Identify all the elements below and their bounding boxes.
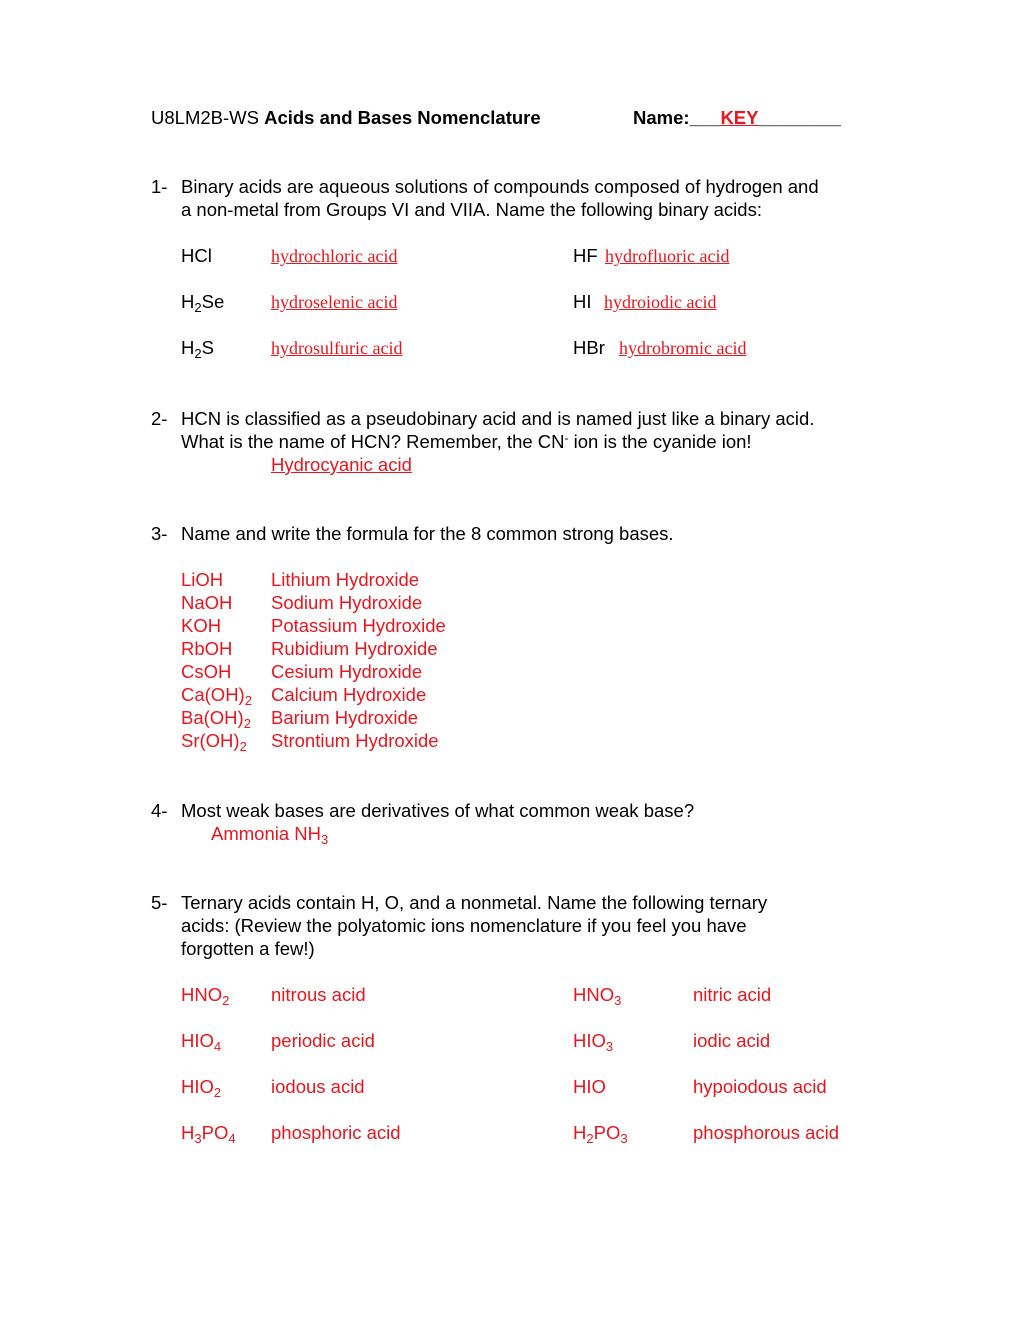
- acid-formula: $H_3PO_4$: [181, 1122, 236, 1146]
- acid-formula: $HIO_4$: [181, 1030, 222, 1054]
- acid-name: iodous acid: [271, 1076, 365, 1097]
- base-name: Calcium Hydroxide: [271, 684, 427, 705]
- q1-answer-hi: hydroiodic acid: [604, 292, 717, 312]
- question-2-line-2: What is the name of HCN? Remember, the CN- ion is the cyanide ion!: [181, 431, 752, 452]
- question-1-line-1: Binary acids are aqueous solutions of compounds composed of hydrogen and: [181, 176, 819, 197]
- acid-name: iodic acid: [693, 1030, 771, 1051]
- q1-formula-hf: HF: [573, 245, 598, 266]
- acid-name: phosphoric acid: [271, 1122, 401, 1143]
- base-formula: $Sr(OH)_2$: [181, 730, 247, 754]
- acid-name: nitrous acid: [271, 984, 366, 1005]
- base-formula: LiOH: [181, 569, 224, 590]
- q1-formula-hi: HI: [573, 291, 592, 312]
- base-formula: $Ba(OH)_2$: [181, 707, 251, 731]
- question-1-number: 1-: [151, 176, 168, 197]
- worksheet-header: [151, 106, 541, 129]
- question-5-line-1: Ternary acids contain H, O, and a nonmetal. Name the following ternary: [181, 892, 768, 913]
- acid-name: phosphorous acid: [693, 1122, 840, 1143]
- base-formula: RbOH: [181, 638, 233, 659]
- q1-formula-hbr: HBr: [573, 337, 605, 358]
- question-4-text: Most weak bases are derivatives of what common weak base?: [181, 800, 695, 821]
- base-name: Rubidium Hydroxide: [271, 638, 438, 659]
- acid-formula: $HNO_3$: [573, 984, 622, 1008]
- q1-answer-hcl: hydrochloric acid: [271, 246, 398, 266]
- name-blank-after: ________: [758, 107, 841, 128]
- q1-formula-h2se: $H_2Se$: [181, 291, 225, 315]
- acid-name: periodic acid: [271, 1030, 375, 1051]
- question-4-answer: Ammonia $NH_3$: [211, 823, 329, 847]
- base-name: Strontium Hydroxide: [271, 730, 439, 751]
- question-2-answer: Hydrocyanic acid: [271, 454, 412, 475]
- base-name: Cesium Hydroxide: [271, 661, 423, 682]
- acid-formula: $HIO_3$: [573, 1030, 614, 1054]
- question-2-line-1: HCN is classified as a pseudobinary acid and is named just like a binary acid.: [181, 408, 815, 429]
- base-name: Sodium Hydroxide: [271, 592, 423, 613]
- base-formula: $Ca(OH)_2$: [181, 684, 252, 708]
- worksheet-code: U8LM2B-WS: [151, 107, 259, 128]
- name-blank-before: ___: [689, 107, 721, 128]
- question-3-number: 3-: [151, 523, 168, 544]
- worksheet-title: Acids and Bases Nomenclature: [264, 107, 541, 128]
- q1-answer-hbr: hydrobromic acid: [619, 338, 747, 358]
- base-name: Barium Hydroxide: [271, 707, 419, 728]
- question-5-line-2: acids: (Review the polyatomic ions nomenclature if you feel you have: [181, 915, 747, 936]
- question-2-number: 2-: [151, 408, 168, 429]
- base-name: Potassium Hydroxide: [271, 615, 446, 636]
- question-3-text: Name and write the formula for the 8 common strong bases.: [181, 523, 674, 544]
- q1-formula-h2s: $H_2S$: [181, 337, 214, 361]
- question-5-number: 5-: [151, 892, 168, 913]
- base-formula: KOH: [181, 615, 222, 636]
- base-name: Lithium Hydroxide: [271, 569, 420, 590]
- q1-answer-h2s: hydrosulfuric acid: [271, 338, 403, 358]
- name-value: KEY: [720, 107, 759, 128]
- acid-formula: $HNO_2$: [181, 984, 230, 1008]
- acid-formula: $HIO_2$: [181, 1076, 222, 1100]
- q1-answer-hf: hydrofluoric acid: [605, 246, 730, 266]
- q1-answer-h2se: hydroselenic acid: [271, 292, 398, 312]
- name-label: Name:: [633, 107, 690, 128]
- acid-name: nitric acid: [693, 984, 772, 1005]
- base-formula: CsOH: [181, 661, 232, 682]
- acid-formula: HIO: [573, 1076, 606, 1097]
- question-1-line-2: a non-metal from Groups VI and VIIA. Name the following binary acids:: [181, 199, 762, 220]
- q1-formula-hcl: HCl: [181, 245, 212, 266]
- question-4-number: 4-: [151, 800, 168, 821]
- base-formula: NaOH: [181, 592, 233, 613]
- name-field: [633, 106, 841, 129]
- question-5-line-3: forgotten a few!): [181, 938, 315, 959]
- acid-name: hypoiodous acid: [693, 1076, 827, 1097]
- acid-formula: $H_2PO_3$: [573, 1122, 628, 1146]
